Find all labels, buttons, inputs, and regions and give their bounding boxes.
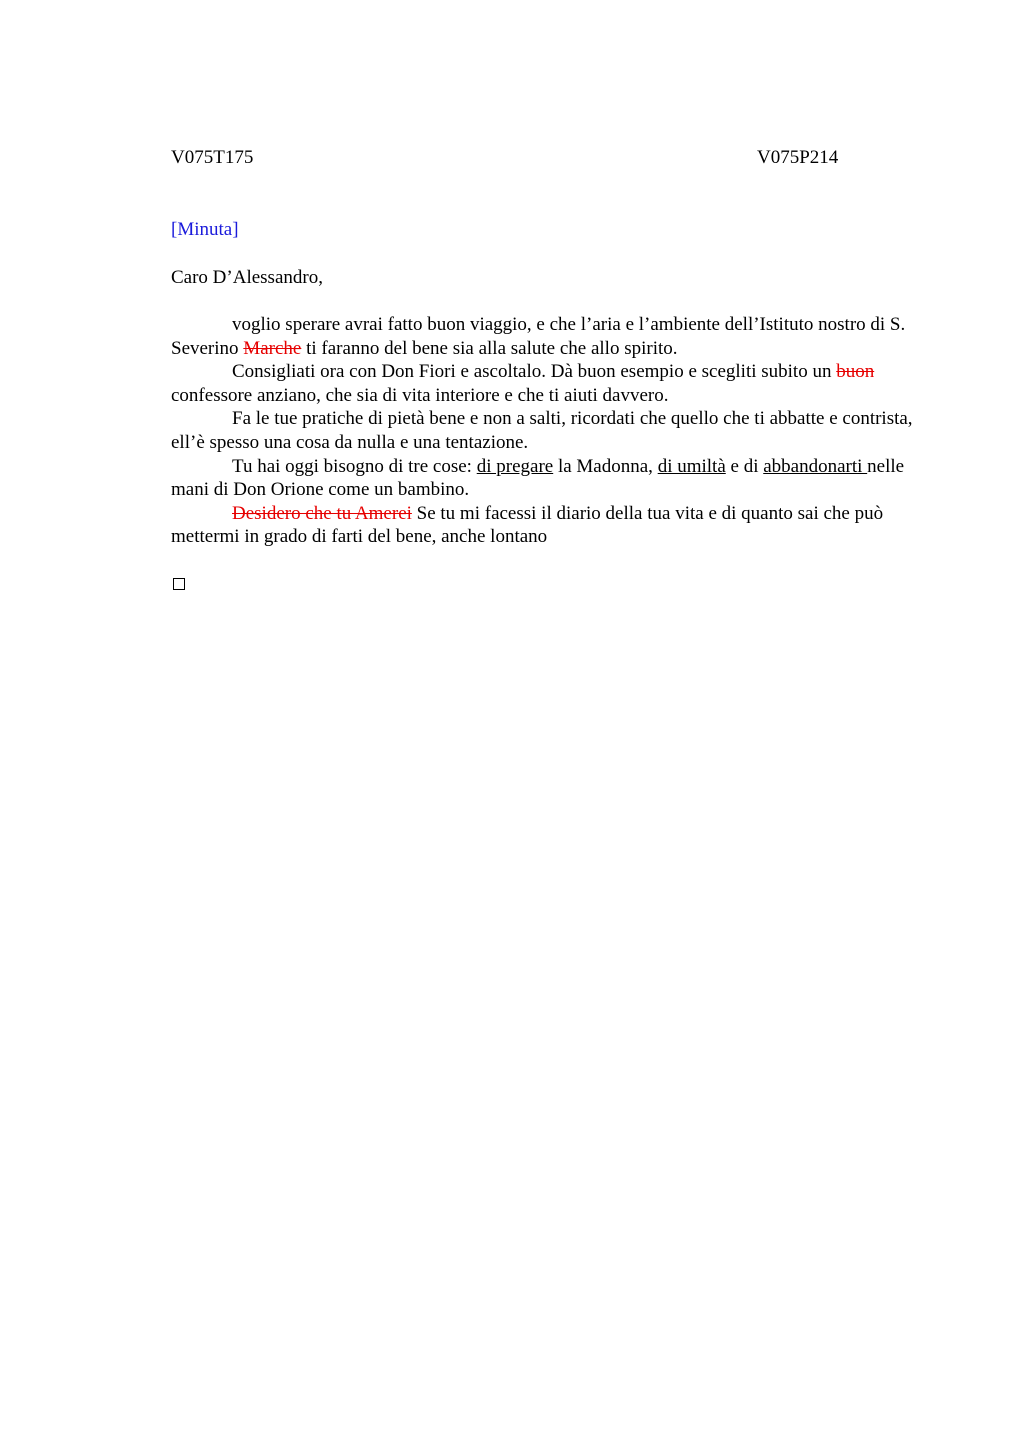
- deleted-text: Marche: [243, 337, 302, 359]
- paragraph-2: [171, 360, 931, 407]
- text: Se tu mi facessi il diario della tua vita e di quanto sai che può mettermi in grado di farti del bene, anche lontano: [171, 502, 884, 548]
- text: Consigliati ora con Don Fiori e ascoltalo. Dà buon esempio e scegliti subito un: [232, 361, 837, 383]
- salutation: Caro D’Alessandro,: [171, 267, 323, 288]
- text: Tu hai oggi bisogno di tre cose:: [232, 455, 477, 477]
- underlined-text: di pregare: [476, 455, 554, 477]
- document-code-left: V075T175: [171, 147, 254, 168]
- text: voglio sperare avrai fatto buon viaggio, e che l’aria e l’ambiente dell’Istituto nostro di S. Severino: [171, 314, 906, 359]
- end-marker-box: [173, 578, 185, 590]
- document-code-right: V075P214: [757, 147, 839, 168]
- underlined-text: di umiltà: [657, 455, 726, 477]
- text: e di: [725, 455, 764, 477]
- text: ti faranno del bene sia alla salute che allo spirito.: [301, 337, 678, 359]
- text: nelle mani di Don Orione come un bambino.: [171, 455, 905, 501]
- letter-body: [171, 313, 931, 549]
- paragraph-5: [171, 502, 931, 549]
- underlined-text: abbandonarti: [763, 455, 868, 477]
- text: la Madonna,: [553, 455, 658, 477]
- paragraph-4: [171, 455, 931, 502]
- draft-note: [Minuta]: [171, 219, 239, 240]
- text: confessore anziano, che sia di vita interiore e che ti aiuti davvero.: [171, 384, 669, 406]
- paragraph-1: [171, 313, 931, 360]
- paragraph-3: [171, 407, 931, 454]
- text: Fa le tue pratiche di pietà bene e non a salti, ricordati che quello che ti abbatte e contrista, ell’è spesso una cosa da nulla e una tentazione.: [171, 408, 913, 453]
- deleted-text: buon: [836, 361, 875, 383]
- deleted-text: Desidero che tu Amerei: [232, 502, 412, 524]
